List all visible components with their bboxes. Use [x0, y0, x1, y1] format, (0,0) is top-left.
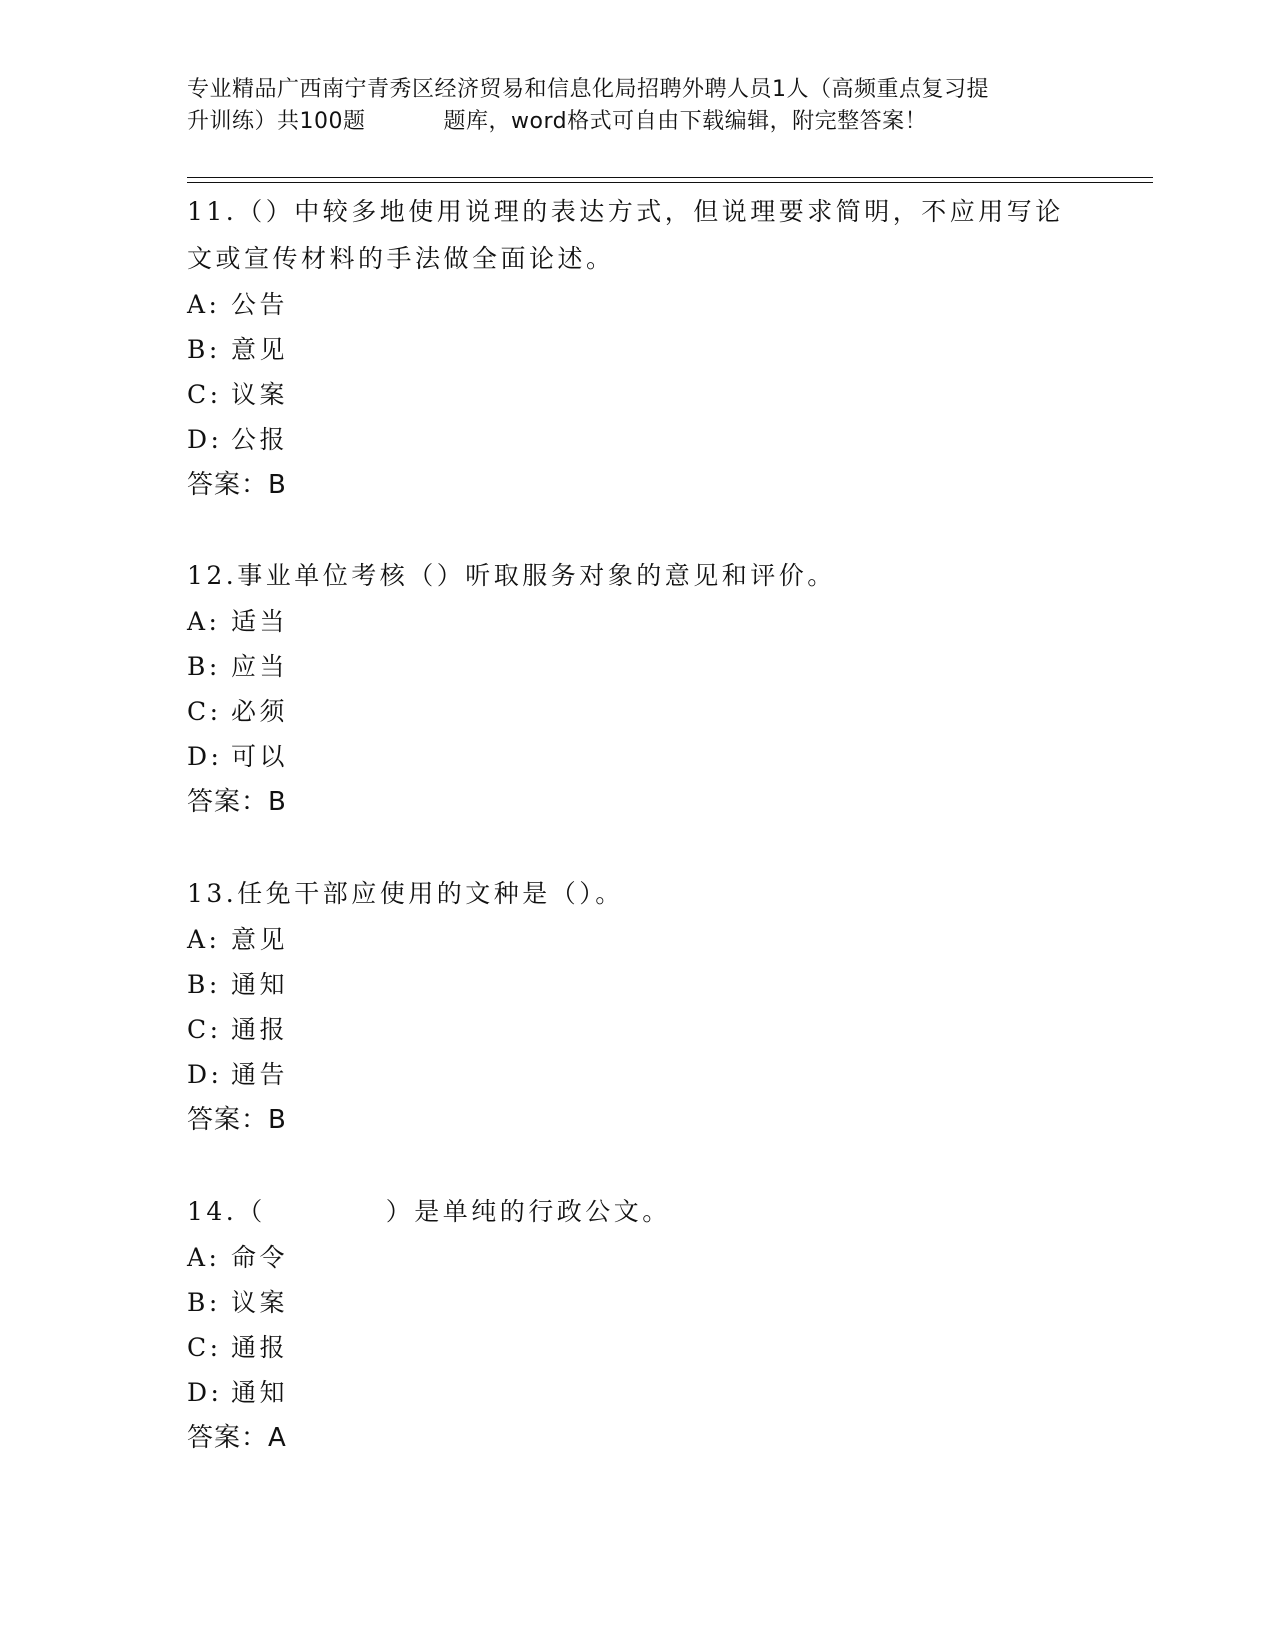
option-a: [187, 917, 1087, 962]
option-text: 必须: [231, 697, 289, 726]
header-title-line-2: [187, 106, 1087, 138]
option-letter: B:: [187, 1288, 221, 1317]
option-text: 通告: [231, 1060, 289, 1089]
option-b: [187, 327, 1087, 372]
option-text: 意见: [231, 925, 289, 954]
option-a: [187, 599, 1087, 644]
option-letter: B:: [187, 335, 221, 364]
option-text: 议案: [231, 380, 289, 409]
question-stem-line-1: 13.任免干部应使用的文种是（）。: [187, 879, 624, 908]
question-13: [187, 870, 1087, 1143]
question-stem-line-1: 11.（）中较多地使用说理的表达方式，但说理要求简明，不应用写论: [187, 197, 1064, 226]
question-12: [187, 552, 1087, 825]
option-b: [187, 962, 1087, 1007]
option-text: 适当: [231, 607, 289, 636]
answer-line: 答案：A: [187, 1423, 287, 1453]
question-stem-line-2: 文或宣传材料的手法做全面论述。: [187, 244, 615, 273]
question-stem-line-1: 12.事业单位考核（）听取服务对象的意见和评价。: [187, 561, 836, 590]
option-text: 通报: [231, 1333, 289, 1362]
option-b: [187, 1280, 1087, 1325]
option-letter: A:: [187, 925, 221, 954]
option-d: [187, 734, 1087, 779]
option-text: 应当: [231, 652, 289, 681]
option-text: 可以: [231, 742, 289, 771]
option-c: [187, 1325, 1087, 1370]
answer-line: 答案：B: [187, 470, 287, 500]
option-b: [187, 644, 1087, 689]
answer-line: 答案：B: [187, 787, 287, 817]
option-text: 通知: [231, 970, 289, 999]
option-letter: D:: [187, 1060, 223, 1089]
option-text: 命令: [231, 1243, 289, 1272]
option-c: [187, 689, 1087, 734]
option-letter: B:: [187, 970, 221, 999]
option-c: [187, 1007, 1087, 1052]
header-divider-bottom: [187, 182, 1153, 183]
answer-line: 答案：B: [187, 1105, 287, 1135]
question-14: [187, 1188, 1087, 1461]
header-divider-top: [187, 177, 1153, 178]
option-letter: C:: [187, 1333, 222, 1362]
option-text: 意见: [231, 335, 289, 364]
option-text: 议案: [231, 1288, 289, 1317]
option-letter: A:: [187, 1243, 221, 1272]
option-letter: D:: [187, 1378, 223, 1407]
option-letter: C:: [187, 380, 222, 409]
option-text: 公告: [231, 290, 289, 319]
option-d: [187, 1052, 1087, 1097]
option-a: [187, 1235, 1087, 1280]
option-letter: D:: [187, 425, 223, 454]
header-title-part-1: 升训练）共100题: [187, 109, 366, 134]
question-stem-part-2: ）是单纯的行政公文。: [385, 1197, 671, 1226]
question-stem-part-1: 14.（: [187, 1197, 266, 1226]
option-text: 通报: [231, 1015, 289, 1044]
option-letter: B:: [187, 652, 221, 681]
option-c: [187, 372, 1087, 417]
option-letter: C:: [187, 697, 222, 726]
header-title-part-2: 题库，word格式可自由下载编辑，附完整答案！: [443, 109, 928, 134]
option-text: 公报: [231, 425, 289, 454]
question-11: [187, 188, 1087, 508]
document-header: [187, 74, 1087, 138]
option-d: [187, 417, 1087, 462]
option-letter: A:: [187, 607, 221, 636]
option-letter: C:: [187, 1015, 222, 1044]
option-d: [187, 1370, 1087, 1415]
header-title-line-1: 专业精品广西南宁青秀区经济贸易和信息化局招聘外聘人员1人（高频重点复习提: [187, 77, 989, 102]
option-text: 通知: [231, 1378, 289, 1407]
option-a: [187, 282, 1087, 327]
question-stem-line-1: [187, 1188, 1087, 1235]
option-letter: D:: [187, 742, 223, 771]
option-letter: A:: [187, 290, 221, 319]
